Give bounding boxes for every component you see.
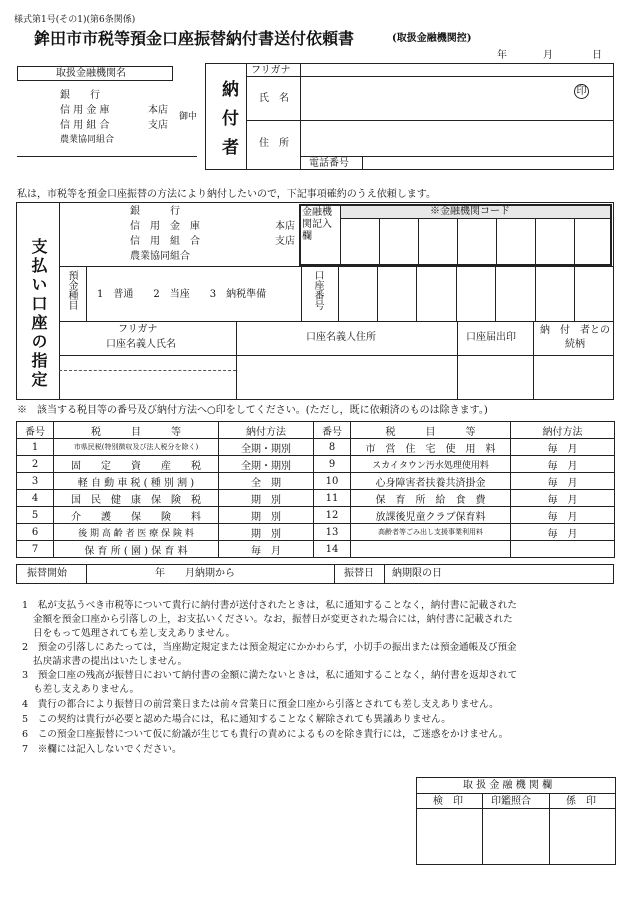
date-day: 日	[592, 50, 602, 61]
row-number[interactable]: 10	[314, 473, 351, 490]
holder-seal-field[interactable]	[459, 357, 531, 398]
holder-name-field[interactable]	[61, 372, 234, 398]
row-item: 固 定 資 産 税	[54, 456, 219, 473]
table-row	[17, 473, 615, 490]
payer-name-field[interactable]	[303, 78, 545, 118]
row-number[interactable]: 2	[17, 456, 54, 473]
row-item: 保 育 所 給 食 費	[351, 490, 511, 507]
holder-seal-label: 口座届出印	[466, 332, 516, 343]
row-number[interactable]: 7	[17, 541, 54, 558]
row-number[interactable]: 3	[17, 473, 54, 490]
row-number[interactable]: 12	[314, 507, 351, 524]
tax-table-header	[17, 422, 615, 439]
account-side-label: 支払い口座の指定	[29, 238, 48, 390]
table-row	[17, 541, 615, 558]
terms-line: 払戻請求書の提出はいたしません。	[33, 656, 188, 667]
row-number[interactable]: 14	[314, 541, 351, 558]
payer-address-field[interactable]	[303, 122, 611, 154]
holder-name-label: 口座名義人氏名	[106, 339, 176, 350]
row-method[interactable]: 期 別	[219, 490, 314, 507]
office-col-clerk: 係 印	[566, 796, 596, 807]
acct-bank: 銀 行	[130, 206, 180, 217]
terms-line: 2 預金の引落しにあたっては，当座勘定規定または預金規定にかかわらず，小切手の振出または預金通帳及び預金	[22, 642, 517, 653]
inst-entry-label: 金融機関記入欄	[302, 207, 332, 242]
row-method[interactable]: 毎 月	[511, 507, 615, 524]
account-number-fields[interactable]	[340, 268, 612, 320]
table-row	[17, 507, 615, 524]
row-number[interactable]: 11	[314, 490, 351, 507]
table-row	[17, 490, 615, 507]
date-month: 月	[543, 50, 553, 61]
seal-mark: 印	[574, 84, 589, 99]
deposit-types[interactable]: 1 普通 2 当座 3 納税準備	[97, 289, 267, 300]
table-row	[17, 524, 615, 541]
phone-label: 電話番号	[309, 158, 349, 169]
terms-line: 日をもって処理されても差し支えありません。	[33, 628, 236, 639]
transfer-start-label: 振替開始	[27, 568, 67, 579]
bank-type-shinkumi: 信 用 組 合	[60, 120, 110, 131]
row-method[interactable]: 全 期	[219, 473, 314, 490]
row-number[interactable]: 1	[17, 439, 54, 456]
row-method[interactable]: 毎 月	[511, 456, 615, 473]
terms-line: 5 この契約は貴行が必要と認めた場合には，私に通知することなく解除されても異議ありません。	[22, 714, 451, 725]
transfer-day-value: 納期限の日	[392, 568, 442, 579]
inst-code-label: ※金融機関コード	[430, 206, 510, 217]
inst-code-fields[interactable]	[342, 220, 610, 264]
holder-furigana-field[interactable]	[61, 357, 234, 369]
terms-line: 4 貴行の都合により振替日の前営業日または前々営業日に預金口座から引落とされても差し支えありません。	[22, 699, 499, 710]
acct-branch-main: 本店	[275, 221, 295, 232]
row-item: 心身障害者扶養共済掛金	[351, 473, 511, 490]
row-number[interactable]: 9	[314, 456, 351, 473]
table-row	[17, 439, 615, 456]
title-note: (取扱金融機関控)	[392, 33, 472, 44]
terms-line: 1 私が支払うべき市税等について貴行に納付書が送付されたときは，私に通知することなく，納付書に記載された	[22, 600, 517, 611]
header-method-2: 納付方法	[511, 422, 615, 439]
address-label: 住 所	[259, 138, 289, 149]
holder-furigana-label: フリガナ	[118, 324, 158, 335]
row-number[interactable]: 6	[17, 524, 54, 541]
bank-name-label: 取扱金融機関名	[56, 68, 126, 79]
header-method: 納付方法	[219, 422, 314, 439]
transfer-day-label: 振替日	[344, 568, 374, 579]
row-method[interactable]: 毎 月	[511, 439, 615, 456]
form-number: 様式第1号(その1)(第6条関係)	[14, 15, 136, 25]
bank-type-shinkin: 信 用 金 庫	[60, 105, 110, 116]
office-title: 取 扱 金 融 機 関 欄	[463, 780, 553, 791]
row-method[interactable]: 全期・期別	[219, 439, 314, 456]
deposit-type-label: 預金種目	[66, 270, 77, 310]
transfer-start-value[interactable]: 年 月納期から	[155, 568, 235, 579]
payer-label: 納付者	[218, 80, 238, 167]
row-number[interactable]: 5	[17, 507, 54, 524]
header-item: 税 目 等	[54, 422, 219, 439]
transfer-row	[16, 564, 614, 584]
terms-line: 6 この預金口座振替について仮に紛議が生じても貴行の責めによるものを除き貴行には，ご迷惑をかけません。	[22, 729, 509, 740]
acct-shinkin: 信 用 金 庫	[130, 221, 200, 232]
office-col-inspection: 検 印	[433, 796, 463, 807]
bank-underline	[17, 156, 197, 157]
bank-type-nokyo: 農業協同組合	[60, 135, 115, 145]
acct-shinkumi: 信 用 組 合	[130, 236, 200, 247]
row-method[interactable]: 毎 月	[511, 473, 615, 490]
row-method[interactable]: 期 別	[219, 524, 314, 541]
branch-sub: 支店	[148, 120, 168, 131]
terms-line: 3 預金口座の残高が振替日において納付書の金額に満たないときは，私に通知することなく，納付書を返却されて	[22, 670, 518, 681]
office-col-seal-check: 印鑑照合	[491, 796, 531, 807]
bank-type-bank: 銀 行	[60, 90, 100, 101]
row-item: 保 育 所 ( 園 ) 保 育 料	[54, 541, 219, 558]
row-item: 後 期 高 齢 者 医 療 保 険 料	[54, 524, 219, 541]
row-item: 軽 自 動 車 税 ( 種 別 割 )	[54, 473, 219, 490]
name-label: 氏 名	[259, 93, 289, 104]
table-row	[17, 456, 615, 473]
page-title: 鉾田市市税等預金口座振替納付書送付依頼書	[34, 29, 355, 48]
acct-branch-sub: 支店	[275, 236, 295, 247]
date-year: 年	[497, 50, 507, 61]
row-method[interactable]: 毎 月	[511, 490, 615, 507]
account-number-label: 口座番号	[312, 270, 323, 310]
row-method[interactable]: 毎 月	[219, 541, 314, 558]
terms-line: 7 ※欄には記入しないでください。	[22, 744, 182, 755]
header-item-2: 税 目 等	[351, 422, 511, 439]
row-item: 介 護 保 険 料	[54, 507, 219, 524]
row-item: 放課後児童クラブ保育料	[351, 507, 511, 524]
payer-phone-field[interactable]	[365, 157, 611, 169]
header-number: 番号	[17, 422, 54, 439]
tax-table	[16, 421, 615, 558]
request-text: 私は，市税等を預金口座振替の方法により納付したいので，下記事項確約のうえ依頼します。	[17, 189, 436, 200]
instruction-text: ※ 該当する税目等の番号及び納付方法へ○印をしてください。(ただし，既に依頼済のものは除きます。)	[17, 405, 488, 416]
acct-nokyo: 農業協同組合	[130, 251, 190, 262]
header-number-2: 番号	[314, 422, 351, 439]
row-item: 国 民 健 康 保 険 税	[54, 490, 219, 507]
row-method[interactable]	[511, 541, 615, 558]
branch-main: 本店	[148, 105, 168, 116]
row-item	[351, 541, 511, 558]
row-number[interactable]: 4	[17, 490, 54, 507]
row-item: スカイタウン汚水処理使用料	[351, 456, 511, 473]
terms-line: も差し支えありません。	[33, 684, 140, 695]
holder-address-label: 口座名義人住所	[306, 332, 376, 343]
row-item: 市 営 住 宅 使 用 料	[351, 439, 511, 456]
furigana-label: フリガナ	[251, 65, 291, 76]
row-method[interactable]: 毎 月	[511, 524, 615, 541]
row-method[interactable]: 期 別	[219, 507, 314, 524]
gochu: 御中	[179, 112, 198, 122]
row-number[interactable]: 13	[314, 524, 351, 541]
row-item: 市県民税(特別徴収及び法人税分を除く)	[54, 439, 219, 456]
relation-label: 納 付 者との続柄	[540, 325, 610, 350]
relation-field[interactable]	[535, 357, 612, 398]
terms-line: 金額を預金口座から引落しの上，お支払いください。なお，振替日が変更された場合には，納付書に記載された	[33, 614, 513, 625]
row-item: 高齢者等ごみ出し支援事業利用料	[351, 524, 511, 541]
row-method[interactable]: 全期・期別	[219, 456, 314, 473]
holder-address-field[interactable]	[238, 357, 455, 398]
row-number[interactable]: 8	[314, 439, 351, 456]
